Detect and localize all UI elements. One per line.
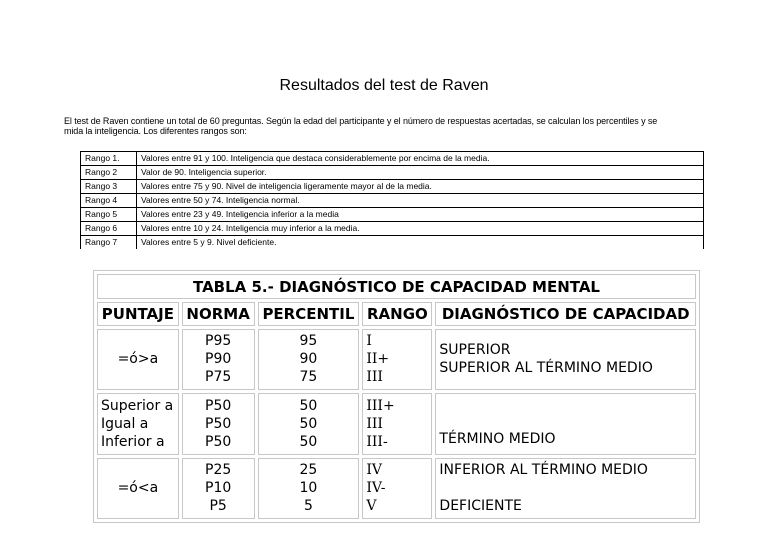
puntaje-value: Superior a (101, 397, 174, 414)
norma-value: P90 (205, 351, 232, 368)
puntaje-value: =ó>a (117, 351, 159, 368)
norma-value: P25 (205, 462, 232, 479)
diagnostico-value (439, 479, 692, 497)
header-rango: RANGO (362, 302, 432, 325)
range-label: Rango 2 (81, 166, 137, 180)
table-row (81, 194, 704, 208)
norma-cell (182, 329, 255, 390)
table-row (97, 393, 696, 454)
rango-value: V (366, 498, 377, 515)
header-norma: NORMA (182, 302, 255, 325)
norma-value: P50 (205, 397, 232, 414)
percentil-value: 5 (303, 498, 313, 515)
range-description: Valores entre 23 y 49. Inteligencia inferior a la media (137, 208, 704, 222)
range-label: Rango 6 (81, 222, 137, 236)
rango-value: IV- (366, 480, 386, 497)
diagnosis-table (93, 270, 700, 523)
norma-cell (182, 393, 255, 454)
diagnostico-value: INFERIOR AL TÉRMINO MEDIO (439, 462, 648, 479)
range-label: Rango 5 (81, 208, 137, 222)
diagnostico-cell (435, 329, 696, 390)
header-puntaje: PUNTAJE (97, 302, 179, 325)
range-description: Valores entre 5 y 9. Nivel deficiente. (137, 236, 704, 250)
percentil-value: 50 (299, 415, 318, 432)
puntaje-cell (97, 329, 179, 390)
norma-value: P50 (205, 433, 232, 450)
rango-cell (362, 329, 432, 390)
header-diagnostico: DIAGNÓSTICO DE CAPACIDAD (435, 302, 696, 325)
rango-value: III+ (366, 397, 395, 414)
table-row (81, 152, 704, 166)
diagnostico-value: SUPERIOR (439, 342, 511, 359)
intro-paragraph: El test de Raven contiene un total de 60 preguntas. Según la edad del participante y el número de respuestas acertadas, se calculan los percentiles y se mida la inteligencia. Los diferentes rangos son: (64, 116, 658, 136)
percentil-cell (258, 393, 360, 454)
percentil-cell (258, 329, 360, 390)
diagnostico-value: TÉRMINO MEDIO (439, 430, 556, 447)
puntaje-value: Igual a (101, 415, 149, 432)
table-row (81, 180, 704, 194)
range-label: Rango 4 (81, 194, 137, 208)
page-title: Resultados del test de Raven (279, 77, 489, 94)
puntaje-value: =ó<a (117, 480, 159, 497)
table-row (81, 166, 704, 180)
table-row (81, 236, 704, 250)
range-label: Rango 1. (81, 152, 137, 166)
table-row (81, 222, 704, 236)
rango-value: I (366, 333, 372, 350)
percentil-value: 75 (299, 369, 318, 386)
puntaje-value: Inferior a (101, 433, 165, 450)
diagnosis-table-figure (93, 270, 700, 523)
diagnosis-table-caption: TABLA 5.- DIAGNÓSTICO DE CAPACIDAD MENTAL (97, 274, 696, 299)
norma-value: P95 (205, 333, 232, 350)
rango-value: II+ (366, 351, 390, 368)
percentil-cell (258, 458, 360, 519)
range-description: Valores entre 91 y 100. Inteligencia que destaca considerablemente por encima de la media. (137, 152, 704, 166)
percentil-value: 10 (299, 480, 318, 497)
diagnostico-value: DEFICIENTE (439, 498, 522, 515)
norma-value: P5 (209, 498, 227, 515)
table-row (97, 329, 696, 390)
header-percentil: PERCENTIL (258, 302, 360, 325)
range-label: Rango 7 (81, 236, 137, 250)
puntaje-cell (97, 458, 179, 519)
ranges-table (80, 151, 704, 249)
percentil-value: 50 (299, 433, 318, 450)
rango-value: IV (366, 462, 382, 479)
range-description: Valores entre 10 y 24. Inteligencia muy inferior a la media. (137, 222, 704, 236)
norma-value: P50 (205, 415, 232, 432)
range-description: Valor de 90. Inteligencia superior. (137, 166, 704, 180)
table-row (81, 208, 704, 222)
range-description: Valores entre 50 y 74. Inteligencia normal. (137, 194, 704, 208)
rango-value: III (366, 415, 383, 432)
rango-value: III- (366, 433, 388, 450)
norma-cell (182, 458, 255, 519)
norma-value: P10 (205, 480, 232, 497)
range-label: Rango 3 (81, 180, 137, 194)
norma-value: P75 (205, 369, 232, 386)
percentil-value: 90 (299, 351, 318, 368)
percentil-value: 95 (299, 333, 318, 350)
table-row (97, 458, 696, 519)
rango-cell (362, 393, 432, 454)
percentil-value: 50 (299, 397, 318, 414)
diagnostico-value: SUPERIOR AL TÉRMINO MEDIO (439, 360, 653, 377)
diagnostico-cell (435, 393, 696, 454)
percentil-value: 25 (299, 462, 318, 479)
range-description: Valores entre 75 y 90. Nivel de inteligencia ligeramente mayor al de la media. (137, 180, 704, 194)
rango-cell (362, 458, 432, 519)
diagnostico-cell (435, 458, 696, 519)
rango-value: III (366, 369, 383, 386)
puntaje-cell (97, 393, 179, 454)
table-header-row (97, 302, 696, 325)
